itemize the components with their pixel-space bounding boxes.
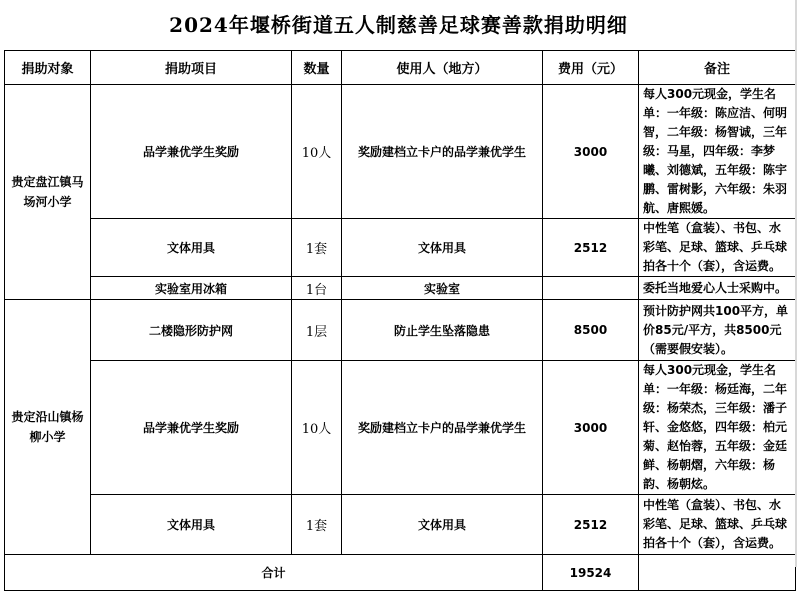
total-label-cell[interactable]: 合计 xyxy=(5,555,543,591)
recipient-cell[interactable]: 贵定盘江镇马场河小学 xyxy=(5,85,91,300)
user-cell[interactable]: 文体用具 xyxy=(342,219,543,277)
quantity-cell[interactable]: 10人 xyxy=(292,361,342,495)
note-cell[interactable]: 委托当地爱心人士采购中。 xyxy=(639,277,796,300)
project-cell[interactable]: 二楼隐形防护网 xyxy=(91,300,292,361)
quantity-cell[interactable]: 1台 xyxy=(292,277,342,300)
header-cell-note[interactable]: 备注 xyxy=(639,51,796,85)
table-row xyxy=(5,277,796,300)
quantity-cell[interactable]: 1层 xyxy=(292,300,342,361)
cost-cell[interactable]: 8500 xyxy=(543,300,639,361)
user-cell[interactable]: 奖励建档立卡户的品学兼优学生 xyxy=(342,85,543,219)
cost-cell[interactable] xyxy=(543,277,639,300)
header-row xyxy=(5,51,796,85)
note-cell[interactable]: 中性笔（盒装）、书包、水彩笔、足球、篮球、乒乓球拍各十个（套），含运费。 xyxy=(639,219,796,277)
sheet-title: 2024年堰桥街道五人制慈善足球赛善款捐助明细 xyxy=(169,12,628,37)
table-row xyxy=(5,495,796,555)
table-row xyxy=(5,300,796,361)
note-cell[interactable]: 每人300元现金，学生名单：一年级：陈应洁、何明智，二年级：杨智诚，三年级：马星，四年级：李梦曦、刘德斌，五年级：陈宇鹏、雷树影，六年级：朱羽航、唐熙媛。 xyxy=(639,85,796,219)
total-value-cell[interactable]: 19524 xyxy=(543,555,639,591)
user-cell[interactable]: 文体用具 xyxy=(342,495,543,555)
table-row xyxy=(5,219,796,277)
project-cell[interactable]: 品学兼优学生奖励 xyxy=(91,85,292,219)
table-row xyxy=(5,361,796,495)
project-cell[interactable]: 品学兼优学生奖励 xyxy=(91,361,292,495)
quantity-cell[interactable]: 1套 xyxy=(292,219,342,277)
cost-cell[interactable]: 3000 xyxy=(543,85,639,219)
cost-cell[interactable]: 2512 xyxy=(543,495,639,555)
total-note-cell[interactable] xyxy=(639,555,796,591)
cost-cell[interactable]: 3000 xyxy=(543,361,639,495)
table-row xyxy=(5,85,796,219)
header-cell-recipient[interactable]: 捐助对象 xyxy=(5,51,91,85)
recipient-cell[interactable]: 贵定沿山镇杨柳小学 xyxy=(5,300,91,555)
project-cell[interactable]: 文体用具 xyxy=(91,495,292,555)
note-cell[interactable]: 中性笔（盒装）、书包、水彩笔、足球、篮球、乒乓球拍各十个（套），含运费。 xyxy=(639,495,796,555)
header-cell-quantity[interactable]: 数量 xyxy=(292,51,342,85)
cost-cell[interactable]: 2512 xyxy=(543,219,639,277)
header-cell-project[interactable]: 捐助项目 xyxy=(91,51,292,85)
quantity-cell[interactable]: 10人 xyxy=(292,85,342,219)
user-cell[interactable]: 防止学生坠落隐患 xyxy=(342,300,543,361)
header-cell-cost[interactable]: 费用（元） xyxy=(543,51,639,85)
project-cell[interactable]: 实验室用冰箱 xyxy=(91,277,292,300)
quantity-cell[interactable]: 1套 xyxy=(292,495,342,555)
project-cell[interactable]: 文体用具 xyxy=(91,219,292,277)
header-cell-user[interactable]: 使用人（地方） xyxy=(342,51,543,85)
note-cell[interactable]: 每人300元现金，学生名单：一年级：杨廷海，二年级：杨荣杰，三年级：潘子轩、金悠悠，四年级：柏元菊、赵怡蓉，五年级：金廷鲜、杨朝熠，六年级：杨韵、杨朝炫。 xyxy=(639,361,796,495)
total-row xyxy=(5,555,796,591)
note-cell[interactable]: 预计防护网共100平方，单价85元/平方，共8500元（需要假安装）。 xyxy=(639,300,796,361)
donation-table xyxy=(4,50,796,591)
user-cell[interactable]: 奖励建档立卡户的品学兼优学生 xyxy=(342,361,543,495)
user-cell[interactable]: 实验室 xyxy=(342,277,543,300)
